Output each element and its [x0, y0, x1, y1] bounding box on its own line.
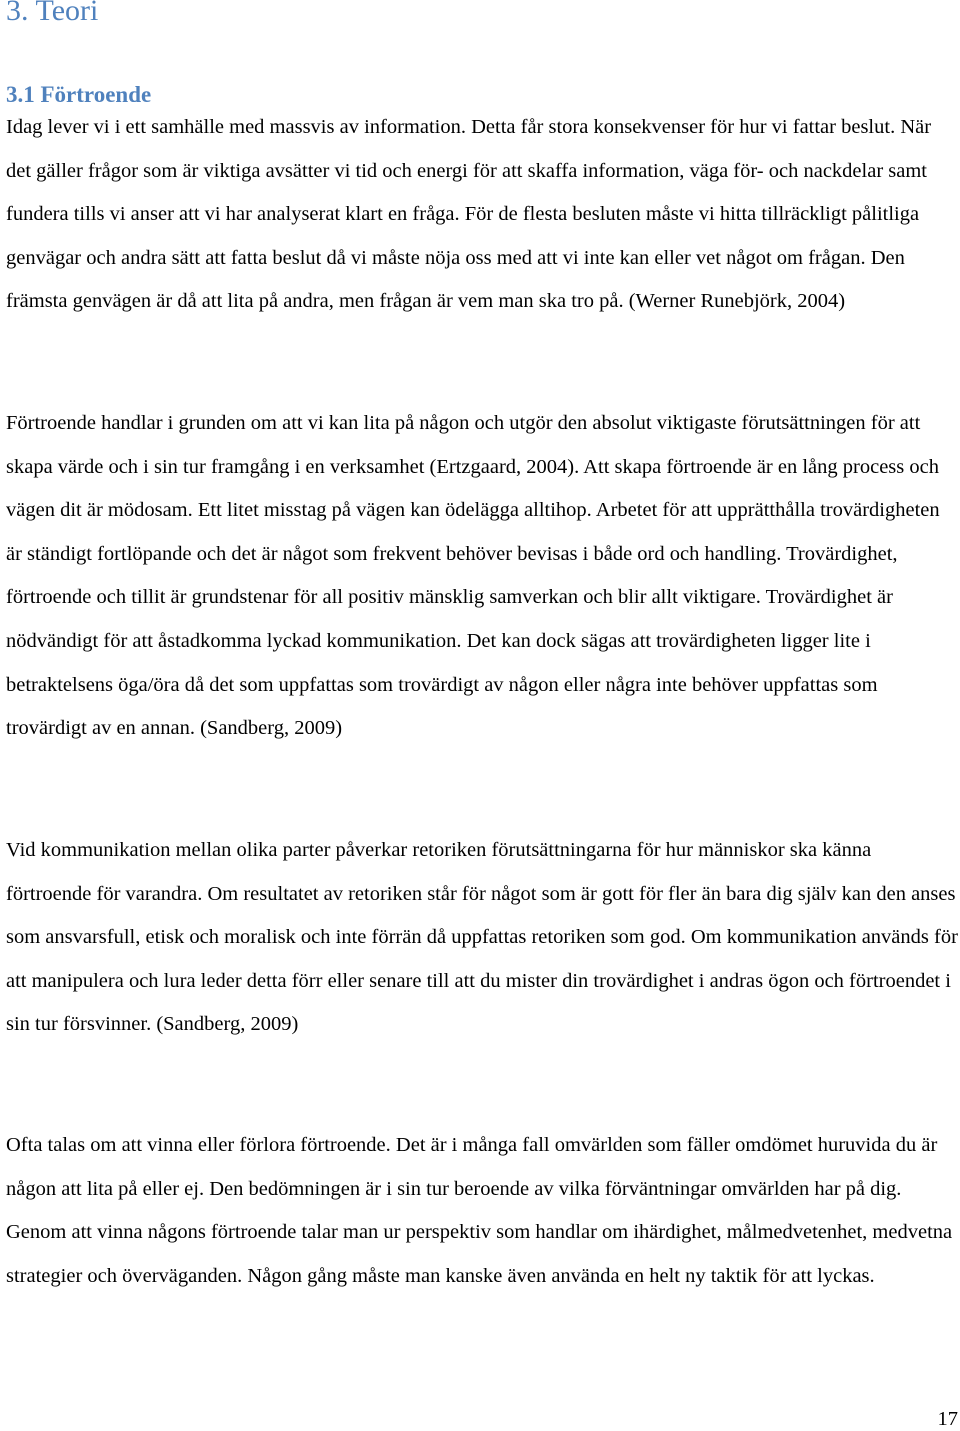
paragraph-1: Idag lever vi i ett samhälle med massvis av information. Detta får stora konsekvenser för hur vi fattar beslut. När det gäller frågor som är viktiga avsätter vi tid och energi för att skaffa information, väga för- och nackdelar samt fundera tills vi anser att vi har analyserat klart en fråga. För de flesta besluten måste vi hitta tillräckligt pålitliga genvägar och andra sätt att fatta beslut då vi måste nöja oss med att vi inte kan eller vet något om frågan. Den främsta genvägen är då att lita på andra, men frågan är vem man ska tro på. (Werner Runebjörk, 2004)	[6, 116, 932, 313]
paragraph-2: Förtroende handlar i grunden om att vi kan lita på någon och utgör den absolut viktigaste förutsättningen för att skapa värde och i sin tur framgång i en verksamhet (Ertzgaard, 2004). Att skapa förtroende är en lång process och vägen dit är mödosam. Ett litet misstag på vägen kan ödelägga alltihop. Arbetet för att upprätthålla trovärdigheten är ständigt fortlöpande och det är något som frekvent behöver bevisas i både ord och handling. Trovärdighet, förtroende och tillit är grundstenar för all positiv mänsklig samverkan och blir allt viktigare. Trovärdighet är nödvändigt för att åstadkomma lyckad kommunikation. Det kan dock sägas att trovärdigheten ligger lite i betraktelsens öga/öra då det som uppfattas som trovärdigt av någon eller några inte behöver uppfattas som trovärdigt av en annan. (Sandberg, 2009)	[6, 412, 940, 740]
paragraph-4: Ofta talas om att vinna eller förlora förtroende. Det är i många fall omvärlden som fäller omdömet huruvida du är någon att lita på eller ej. Den bedömningen är i sin tur beroende av vilka förväntningar omvärlden har på dig. Genom att vinna någons förtroende talar man ur perspektiv som handlar om ihärdighet, målmedvetenhet, medvetna strategier och överväganden. Någon gång måste man kanske även använda en helt ny taktik för att lyckas.	[6, 1134, 953, 1287]
paragraph-3: Vid kommunikation mellan olika parter påverkar retoriken förutsättningarna för hur människor ska känna förtroende för varandra. Om resultatet av retoriken står för något som är gott för fler än bara dig själv kan den anses som ansvarsfull, etisk och moralisk och inte förrän då uppfattas retoriken som god. Om kommunikation används för att manipulera och lura leder detta förr eller senare till att du mister din trovärdighet i andras ögon och förtroendet i sin tur försvinner. (Sandberg, 2009)	[6, 839, 958, 1036]
section-heading: 3.1 Förtroende	[6, 82, 152, 107]
chapter-title: 3. Teori	[6, 0, 99, 27]
document-page	[6, 0, 960, 1430]
page-number: 17	[937, 1408, 958, 1430]
